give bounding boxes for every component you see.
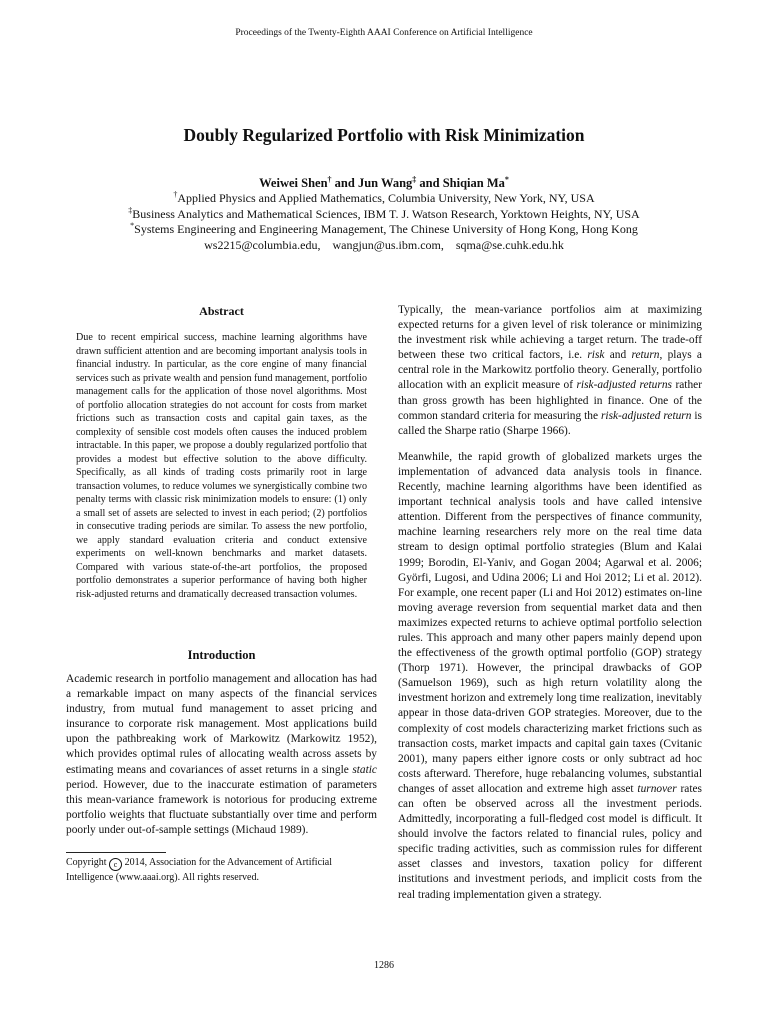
affiliation (0, 222, 768, 237)
page-number: 1286 (374, 960, 394, 971)
affiliation-text: Systems Engineering and Engineering Management, The Chinese University of Hong Kong, Hong Kong (134, 222, 638, 237)
copyright-notice: Copyright c 2014, Association for the Advancement of Artificial Intelligence (www.aaai.org). All rights reserved. (66, 857, 333, 884)
right-column (398, 303, 702, 903)
author-list (0, 176, 768, 191)
affiliation-text: Applied Physics and Applied Mathematics, Columbia University, New York, NY, USA (177, 191, 595, 206)
author-name: Jun Wang (357, 176, 413, 190)
author-name: Shiqian Ma (442, 176, 505, 190)
affiliation-mark: ‡ (128, 205, 133, 215)
affiliation (0, 207, 768, 222)
author-separator: and (416, 176, 443, 190)
abstract-heading: Abstract (199, 304, 244, 318)
affiliation-text: Business Analytics and Mathematical Sciences, IBM T. J. Watson Research, Yorktown Heights, NY, USA (132, 206, 640, 221)
conference-header: Proceedings of the Twenty-Eighth AAAI Conference on Artificial Intelligence (235, 28, 533, 38)
intro-paragraph: Academic research in portfolio management and allocation has had a remarkable impact on many aspects of the financial services industry, from mutual fund management to asset pricing and insurance to corporate risk management. Most applications build upon the pathbreaking work of Markowitz (Markowitz 1952), which provides optimal rules of allocating wealth across assets by estimating means and covariances of asset returns in a single static period. However, due to the inaccurate estimation of parameters this mean-variance framework is notorious for producing extreme portfolio weights that fluctuate substantially over time and perform poorly under out-of-sample settings (Michaud 1989). (66, 673, 377, 836)
email-address[interactable]: wangjun@us.ibm.com, (332, 237, 444, 252)
left-column (66, 303, 377, 884)
introduction-heading: Introduction (187, 648, 256, 662)
affiliation-mark: † (327, 174, 332, 184)
affiliation-mark: ‡ (412, 174, 417, 184)
affiliation (0, 191, 768, 206)
copyright-icon: c (109, 858, 122, 871)
email-address[interactable]: ws2215@columbia.edu, (204, 237, 321, 252)
affiliation-mark: * (130, 221, 135, 231)
email-address[interactable]: sqma@se.cuhk.edu.hk (455, 237, 564, 252)
abstract-text: Due to recent empirical success, machine learning algorithms have drawn sufficient attention and are becoming important analysis tools in financial industry. In particular, as the core engine of many financial services such as private wealth and pension fund management, portfolio management calls for the application of those novel algorithms. Most of portfolio allocation strategies do not account for costs from market frictions such as transaction costs and capital gain taxes, as the complexity of sensible cost models often causes the induced problem intractable. In this paper, we propose a doubly regularized portfolio that provides a modest but effective solution to the above difficulty. Specifically, as all kinds of trading costs primarily root in large transaction volumes, to reduce volumes we synergistically combine two penalty terms with classic risk minimization models to ensure: (1) only a small set of assets are selected to invest in each period; (2) portfolios in consecutive trading periods are similar. To assess the new portfolio, we apply standard evaluation criteria and conduct extensive experiments on well-known benchmarks and market datasets. Compared with various state-of-the-art portfolios, the proposed portfolio demonstrates a superior performance of having both higher risk-adjusted returns and dramatically decreased transaction volumes. (76, 332, 367, 600)
email-list (0, 238, 768, 253)
author-block (0, 176, 768, 253)
body-paragraph: Typically, the mean-variance portfolios aim at maximizing expected returns for a given level of risk tolerance or minimizing the investment risk while achieving a target return. The trade-off between these two critical factors, i.e. risk and return, plays a central role in the Markowitz portfolio theory. Generally, portfolio allocation with an explicit measure of risk-adjusted returns rather than gross growth has been highlighted in finance. One of the common standard criteria for measuring the risk-adjusted return is called the Sharpe ratio (Sharpe 1966). (398, 304, 703, 437)
paper-title: Doubly Regularized Portfolio with Risk Minimization (183, 125, 585, 145)
affiliation-mark: * (504, 174, 509, 184)
affiliation-mark: † (173, 190, 178, 200)
author-separator: and (331, 176, 358, 190)
author-name: Weiwei Shen (259, 176, 328, 190)
footnote-rule (66, 852, 166, 853)
body-paragraph: Meanwhile, the rapid growth of globalized markets urges the implementation of advanced data analysis tools in finance. Recently, machine learning algorithms have been identified as important technical analysis tools and have called intensive attention. Different from the perspectives of finance community, machine learning researchers rely more on the real time data stream to design optimal portfolio strategies (Blum and Kalai 1999; Borodin, El-Yaniv, and Gogan 2004; Agarwal et al. 2006; Györfi, Lugosi, and Udina 2006; Li and Hoi 2012; Li et al. 2012). For example, one recent paper (Li and Hoi 2012) estimates on-line moving average reversion from sequential market data and then maximizes expected returns to achieve optimal portfolio selection rules. This approach and many other papers mainly depend upon the effectiveness of the growth optimal portfolio (GOP) strategy (Thorp 1971). However, the principal drawbacks of GOP (Samuelson 1969), such as high return volatility along the investment horizon and extremely long time realization, inevitably appear in those data-driven GOP strategies. Moreover, due to the complexity of cost models characterizing market frictions such as transaction costs, market impacts and capital gain taxes (Cvitanic 2001), many papers either ignore costs or only subtract ad hoc costs afterward. Therefore, huge rebalancing volumes, substantial changes of asset allocation and extreme high asset turnover rates can often be observed across all the investment periods. Admittedly, incorporating a full-fledged cost model is difficult. It should involve the factors related to financial rules, policy and specific trading activities, such as commission rules for different asset classes and investors, taxation policy for different institutions and investment periods, and implicit costs from the real trading implementation given a strategy. (398, 450, 702, 901)
